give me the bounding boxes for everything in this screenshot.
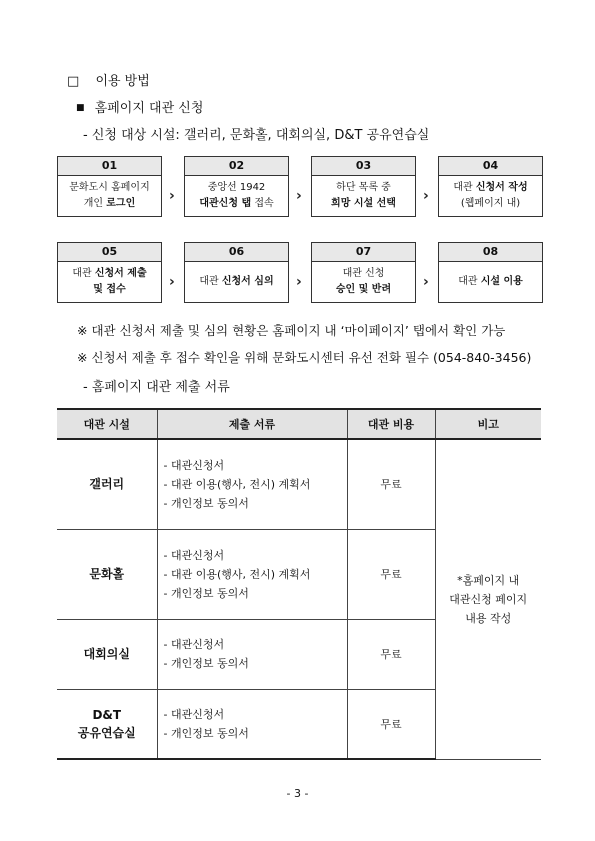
docs-cell [157,439,347,529]
facilities-line: - 신청 대상 시설: 갤러리, 문화홀, 대회의실, D&T 공유연습실 [83,128,430,143]
step-number: 05 [58,243,161,262]
bullet-text: 홈페이지 대관 신청 [94,101,204,116]
step-text-line1: 문화도시 홈페이지 [69,182,150,193]
step-text-line1: 하단 목록 중 [336,182,391,193]
doc-item: - 대관신청서 [163,638,225,651]
header-documents: 제출 서류 [157,409,347,439]
fee-cell: 무료 [347,619,435,689]
step-text-bold: 희망 시설 선택 [331,198,396,209]
note-line: ※ 신청서 제출 후 접수 확인을 위해 문화도시센터 유선 전화 필수 (054-840-3456) [77,350,532,365]
facility-line: 공유연습실 [77,725,136,740]
step-text-line1: 중앙선 1942 [207,182,266,193]
doc-item: - 대관신청서 [163,548,225,562]
step-box-01 [57,156,162,217]
step-number: 07 [312,243,415,262]
step-number: 01 [58,157,161,176]
fee-cell: 무료 [347,529,435,619]
section-title: 이용 방법 [95,74,150,89]
step-box-02 [184,156,289,217]
table-row [57,439,541,529]
step-text: 대관 [199,276,222,287]
chevron-right-icon: › [423,188,429,204]
facility-line: D&T [92,707,122,722]
doc-item: - 대관신청서 [163,458,225,472]
doc-item: - 대관 이용(행사, 전시) 계획서 [163,567,311,581]
step-number: 06 [185,243,288,262]
header-note: 비고 [435,409,541,439]
header-facility: 대관 시설 [57,409,157,439]
facility-cell: 문화홀 [57,529,157,619]
fee-cell: 무료 [347,689,435,759]
docs-cell [157,529,347,619]
facility-cell [57,689,157,759]
step-box-05 [57,242,162,303]
step-number: 03 [312,157,415,176]
step-text-bold: 및 접수 [93,284,126,295]
header-fee: 대관 비용 [347,409,435,439]
note-cell [435,439,541,759]
step-text-line2: (웹페이지 내) [460,198,521,209]
step-text-line1: 대관 신청 [342,268,385,279]
step-text-bold: 대관신청 탭 [199,198,252,209]
table-header-row [57,409,541,439]
chevron-right-icon: › [423,274,429,290]
step-box-07 [311,242,416,303]
step-text: 대관 [72,268,95,279]
checkbox-square-icon: □ [67,74,80,89]
note-line: *홈페이지 내 [457,573,520,587]
step-box-04 [438,156,543,217]
doc-item: - 개인정보 동의서 [163,657,249,670]
chevron-right-icon: › [296,274,302,290]
doc-item: - 개인정보 동의서 [163,726,249,740]
page-number: - 3 - [286,787,309,800]
step-text-bold: 신청서 작성 [475,182,528,193]
chevron-right-icon: › [169,274,175,290]
note-line: 대관신청 페이지 [449,592,528,606]
step-text-bold: 로그인 [106,198,136,209]
facility-cell: 대회의실 [57,619,157,689]
step-box-08 [438,242,543,303]
step-number: 08 [439,243,542,262]
doc-item: - 대관신청서 [163,707,225,721]
doc-item: - 개인정보 동의서 [163,496,249,510]
square-bullet-icon: ■ [76,103,85,113]
step-text-bold: 시설 이용 [480,276,523,287]
facility-cell: 갤러리 [57,439,157,529]
step-number: 04 [439,157,542,176]
documents-table [57,408,541,760]
note-line: 내용 작성 [465,611,512,625]
bullet-heading [76,97,203,116]
step-text: 접속 [251,198,274,209]
docs-cell [157,689,347,759]
section-heading [67,70,150,89]
docs-cell [157,619,347,689]
doc-item: - 개인정보 동의서 [163,586,249,600]
step-text: 대관 [453,182,476,193]
step-text-bold: 승인 및 반려 [335,284,392,295]
step-box-03 [311,156,416,217]
step-box-06 [184,242,289,303]
step-text-bold: 신청서 심의 [221,276,274,287]
chevron-right-icon: › [296,188,302,204]
step-text-bold: 신청서 제출 [94,268,147,279]
docs-heading: - 홈페이지 대관 제출 서류 [83,380,230,395]
doc-item: - 대관 이용(행사, 전시) 계획서 [163,477,311,491]
fee-cell: 무료 [347,439,435,529]
step-text: 개인 [83,198,107,209]
step-text: 대관 [458,276,481,287]
note-line: ※ 대관 신청서 제출 및 심의 현황은 홈페이지 내 ‘마이페이지’ 탭에서 확인 가능 [77,323,506,338]
chevron-right-icon: › [169,188,175,204]
step-number: 02 [185,157,288,176]
